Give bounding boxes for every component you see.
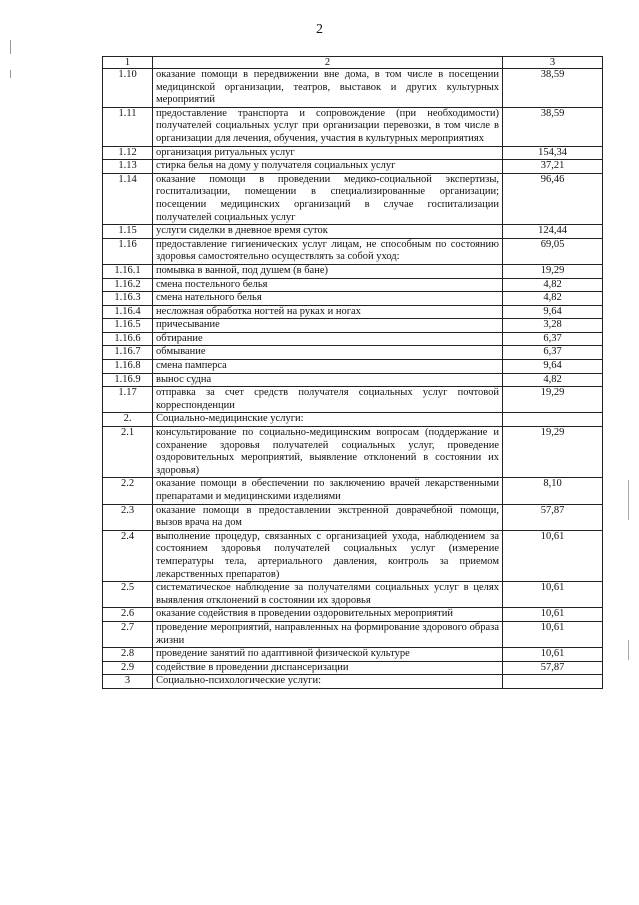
table-row bbox=[103, 278, 603, 292]
service-description: смена постельного белья bbox=[153, 278, 503, 292]
service-description: организация ритуальных услуг bbox=[153, 146, 503, 160]
tariff-value: 9,64 bbox=[503, 360, 603, 374]
table-row bbox=[103, 319, 603, 333]
table-row bbox=[103, 530, 603, 581]
row-number: 2.5 bbox=[103, 582, 153, 608]
table-row bbox=[103, 504, 603, 530]
tariff-value: 6,37 bbox=[503, 346, 603, 360]
table-row bbox=[103, 608, 603, 622]
table-row bbox=[103, 292, 603, 306]
tariff-value: 57,87 bbox=[503, 504, 603, 530]
row-number: 2.7 bbox=[103, 621, 153, 647]
service-description: проведение занятий по адаптивной физической культуре bbox=[153, 648, 503, 662]
scan-margin-mark bbox=[10, 70, 11, 78]
scan-margin-mark bbox=[628, 480, 629, 520]
scan-margin-mark bbox=[10, 40, 11, 54]
service-description: содействие в проведении диспансеризации bbox=[153, 661, 503, 675]
service-description: услуги сиделки в дневное время суток bbox=[153, 225, 503, 239]
service-description: консультирование по социально-медицинским вопросам (поддержание и сохранение здоровья получателей социальных услуг, проведение оздоровительных мероприятий, выявление отклонений в состоянии их здоровья) bbox=[153, 427, 503, 478]
service-description: оказание помощи в передвижении вне дома, в том числе в посещении медицинской организации, театров, выставок и других культурных мероприятий bbox=[153, 69, 503, 108]
tariff-value: 6,37 bbox=[503, 332, 603, 346]
tariff-value: 19,29 bbox=[503, 387, 603, 413]
tariff-value bbox=[503, 413, 603, 427]
row-number: 3 bbox=[103, 675, 153, 689]
row-number: 1.16.2 bbox=[103, 278, 153, 292]
table-row bbox=[103, 160, 603, 174]
table-row bbox=[103, 427, 603, 478]
table-row bbox=[103, 332, 603, 346]
row-number: 1.16.1 bbox=[103, 264, 153, 278]
row-number: 2.1 bbox=[103, 427, 153, 478]
tariff-value: 154,34 bbox=[503, 146, 603, 160]
service-description: оказание помощи в предоставлении экстренной доврачебной помощи, вызов врача на дом bbox=[153, 504, 503, 530]
tariff-value: 38,59 bbox=[503, 69, 603, 108]
table-row bbox=[103, 373, 603, 387]
table-row bbox=[103, 173, 603, 224]
row-number: 1.16.5 bbox=[103, 319, 153, 333]
tariff-value: 3,28 bbox=[503, 319, 603, 333]
table-row bbox=[103, 225, 603, 239]
table-row bbox=[103, 360, 603, 374]
row-number: 1.16.6 bbox=[103, 332, 153, 346]
service-description: систематическое наблюдение за получателями социальных услуг в целях выявления отклонений в состоянии их здоровья bbox=[153, 582, 503, 608]
table-row bbox=[103, 346, 603, 360]
table-row bbox=[103, 621, 603, 647]
header-col-3: 3 bbox=[503, 57, 603, 69]
service-description: обмывание bbox=[153, 346, 503, 360]
row-number: 1.10 bbox=[103, 69, 153, 108]
row-number: 2.4 bbox=[103, 530, 153, 581]
services-table bbox=[102, 56, 603, 689]
table-row bbox=[103, 238, 603, 264]
table-row bbox=[103, 661, 603, 675]
tariff-value: 96,46 bbox=[503, 173, 603, 224]
tariff-value: 4,82 bbox=[503, 292, 603, 306]
row-number: 1.16.4 bbox=[103, 305, 153, 319]
service-description: выполнение процедур, связанных с организацией ухода, наблюдением за состоянием здоровья получателей социальных услуг (измерение температуры тела, артериального давления, контроль за приемом лекарственных препаратов) bbox=[153, 530, 503, 581]
service-description: причесывание bbox=[153, 319, 503, 333]
service-description: предоставление транспорта и сопровождение (при необходимости) получателей социальных услуг при организации перевозки, в том числе в организации для лечения, обучения, участия в культурных мероприятиях bbox=[153, 107, 503, 146]
row-number: 2.8 bbox=[103, 648, 153, 662]
tariff-value: 37,21 bbox=[503, 160, 603, 174]
table-row bbox=[103, 305, 603, 319]
table-header-row bbox=[103, 57, 603, 69]
service-description: стирка белья на дому у получателя социальных услуг bbox=[153, 160, 503, 174]
tariff-value: 57,87 bbox=[503, 661, 603, 675]
service-description: оказание помощи в проведении медико-социальной экспертизы, госпитализации, помещении в специализированные организации; посещении медицинских организаций в случае госпитализации получателей социальных услуг bbox=[153, 173, 503, 224]
table-row bbox=[103, 648, 603, 662]
row-number: 1.17 bbox=[103, 387, 153, 413]
table-row bbox=[103, 69, 603, 108]
tariff-value: 19,29 bbox=[503, 427, 603, 478]
section-row bbox=[103, 675, 603, 689]
row-number: 1.16 bbox=[103, 238, 153, 264]
page-number: 2 bbox=[316, 22, 323, 37]
tariff-value: 124,44 bbox=[503, 225, 603, 239]
tariff-value: 4,82 bbox=[503, 278, 603, 292]
service-description: проведение мероприятий, направленных на формирование здорового образа жизни bbox=[153, 621, 503, 647]
row-number: 2.6 bbox=[103, 608, 153, 622]
table-row bbox=[103, 264, 603, 278]
row-number: 1.12 bbox=[103, 146, 153, 160]
tariff-value: 38,59 bbox=[503, 107, 603, 146]
tariff-value: 10,61 bbox=[503, 608, 603, 622]
table-row bbox=[103, 107, 603, 146]
row-number: 2.2 bbox=[103, 478, 153, 504]
row-number: 2.9 bbox=[103, 661, 153, 675]
tariff-value bbox=[503, 675, 603, 689]
section-row bbox=[103, 413, 603, 427]
tariff-value: 19,29 bbox=[503, 264, 603, 278]
tariff-value: 10,61 bbox=[503, 530, 603, 581]
header-col-2: 2 bbox=[153, 57, 503, 69]
service-description: помывка в ванной, под душем (в бане) bbox=[153, 264, 503, 278]
row-number: 1.14 bbox=[103, 173, 153, 224]
table-row bbox=[103, 146, 603, 160]
row-number: 1.15 bbox=[103, 225, 153, 239]
scan-margin-mark bbox=[628, 640, 629, 660]
header-col-1: 1 bbox=[103, 57, 153, 69]
service-description: смена нательного белья bbox=[153, 292, 503, 306]
row-number: 1.16.3 bbox=[103, 292, 153, 306]
tariff-value: 4,82 bbox=[503, 373, 603, 387]
row-number: 2. bbox=[103, 413, 153, 427]
table-row bbox=[103, 478, 603, 504]
row-number: 1.16.8 bbox=[103, 360, 153, 374]
service-description: предоставление гигиенических услуг лицам, не способным по состоянию здоровья самостоятельно осуществлять за собой уход: bbox=[153, 238, 503, 264]
service-description: оказание помощи в обеспечении по заключению врачей лекарственными препаратами и медицинскими изделиями bbox=[153, 478, 503, 504]
row-number: 2.3 bbox=[103, 504, 153, 530]
service-description: оказание содействия в проведении оздоровительных мероприятий bbox=[153, 608, 503, 622]
row-number: 1.13 bbox=[103, 160, 153, 174]
row-number: 1.11 bbox=[103, 107, 153, 146]
tariff-value: 69,05 bbox=[503, 238, 603, 264]
tariff-value: 9,64 bbox=[503, 305, 603, 319]
tariff-value: 8,10 bbox=[503, 478, 603, 504]
service-description: отправка за счет средств получателя социальных услуг почтовой корреспонденции bbox=[153, 387, 503, 413]
tariff-value: 10,61 bbox=[503, 621, 603, 647]
table-row bbox=[103, 387, 603, 413]
row-number: 1.16.9 bbox=[103, 373, 153, 387]
service-description: обтирание bbox=[153, 332, 503, 346]
tariff-value: 10,61 bbox=[503, 648, 603, 662]
service-description: несложная обработка ногтей на руках и ногах bbox=[153, 305, 503, 319]
service-description: Социально-медицинские услуги: bbox=[153, 413, 503, 427]
service-description: Социально-психологические услуги: bbox=[153, 675, 503, 689]
service-description: вынос судна bbox=[153, 373, 503, 387]
table-row bbox=[103, 582, 603, 608]
tariff-value: 10,61 bbox=[503, 582, 603, 608]
row-number: 1.16.7 bbox=[103, 346, 153, 360]
service-description: смена памперса bbox=[153, 360, 503, 374]
